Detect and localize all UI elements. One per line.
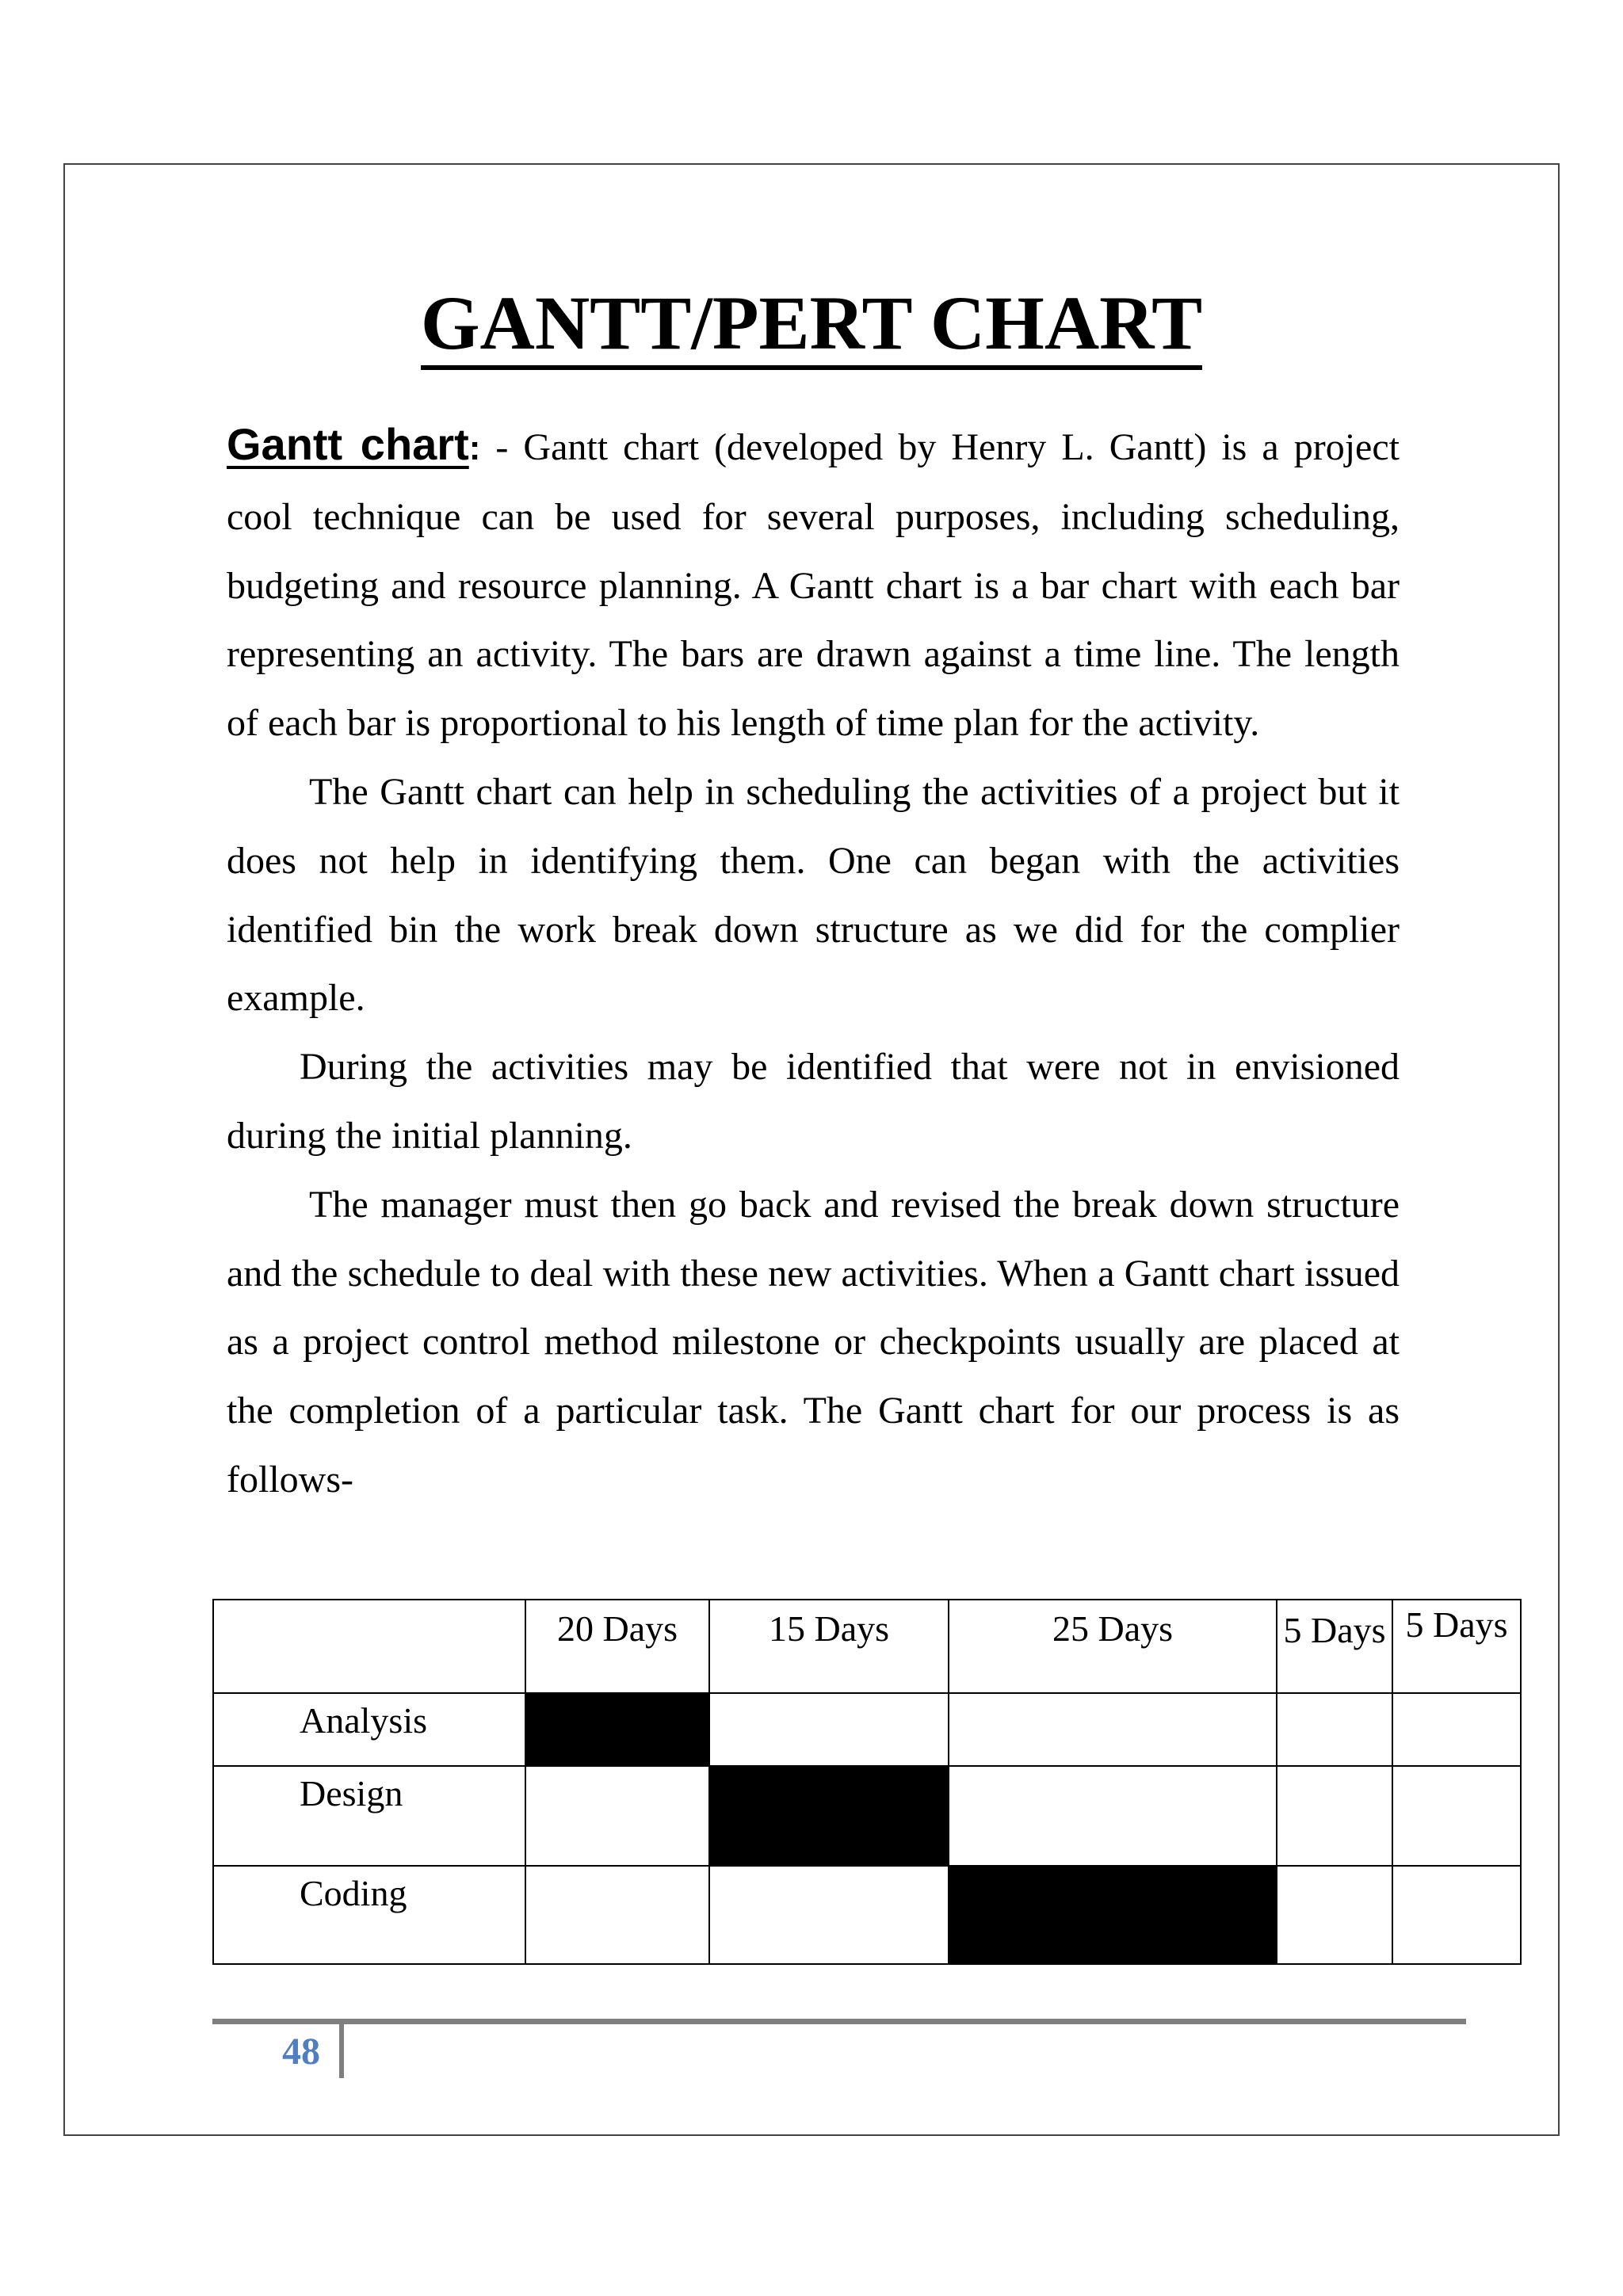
table-header-row [213,1600,1521,1693]
column-header: 5 Days [1392,1600,1521,1693]
body-text [227,410,1400,1515]
page-number: 48 [282,2031,320,2073]
heading-colon: : [468,429,481,467]
empty-cell [709,1693,949,1766]
empty-cell [1392,1766,1521,1866]
empty-cell [949,1693,1277,1766]
task-label: Design [213,1766,525,1866]
column-header: 15 Days [709,1600,949,1693]
empty-cell [709,1866,949,1964]
paragraph-3: During the activities may be identified that were not in envisioned during the initial planning. [227,1046,1400,1157]
gantt-chart-heading: Gantt chart [227,419,469,469]
table-row [213,1693,1521,1766]
empty-cell [1277,1693,1392,1766]
paragraph-2: The Gantt chart can help in scheduling the activities of a project but it does not help in identifying them. One can began with the activities identified bin the work break down structure as we did for the complier example. [227,770,1400,1020]
paragraph-4: The manager must then go back and revised the break down structure and the schedule to deal with these new activities. When a Gantt chart issued as a project control method milestone or checkpoints usually are placed at the completion of a particular task. The Gantt chart for our process is as follows- [227,1183,1400,1501]
footer-rule [212,2019,1466,2024]
empty-cell [1392,1866,1521,1964]
column-header: 25 Days [949,1600,1277,1693]
gantt-bar [949,1866,1277,1964]
header-corner-cell [213,1600,525,1693]
page-title [0,279,1623,368]
empty-cell [525,1766,709,1866]
gantt-bar [525,1693,709,1766]
task-label: Analysis [213,1693,525,1766]
gantt-table [212,1599,1522,1965]
empty-cell [1392,1693,1521,1766]
footer-divider [339,2024,344,2078]
paragraph-1 [227,410,1400,758]
empty-cell [525,1866,709,1964]
gantt-bar [709,1766,949,1866]
empty-cell [949,1766,1277,1866]
empty-cell [1277,1766,1392,1866]
paragraph-1-text: - Gantt chart (developed by Henry L. Gantt) is a project cool technique can be used for several purposes, including scheduling, budgeting and resource planning. A Gantt chart is a bar chart with each bar representing an activity. The bars are drawn against a time line. The length of each bar is proportional to his length of time plan for the activity. [227,426,1400,745]
table-row [213,1866,1521,1964]
page-title-text: GANTT/PERT CHART [421,280,1202,370]
empty-cell [1277,1866,1392,1964]
table-row [213,1766,1521,1866]
column-header: 20 Days [525,1600,709,1693]
column-header: 5 Days [1277,1600,1392,1693]
task-label: Coding [213,1866,525,1964]
